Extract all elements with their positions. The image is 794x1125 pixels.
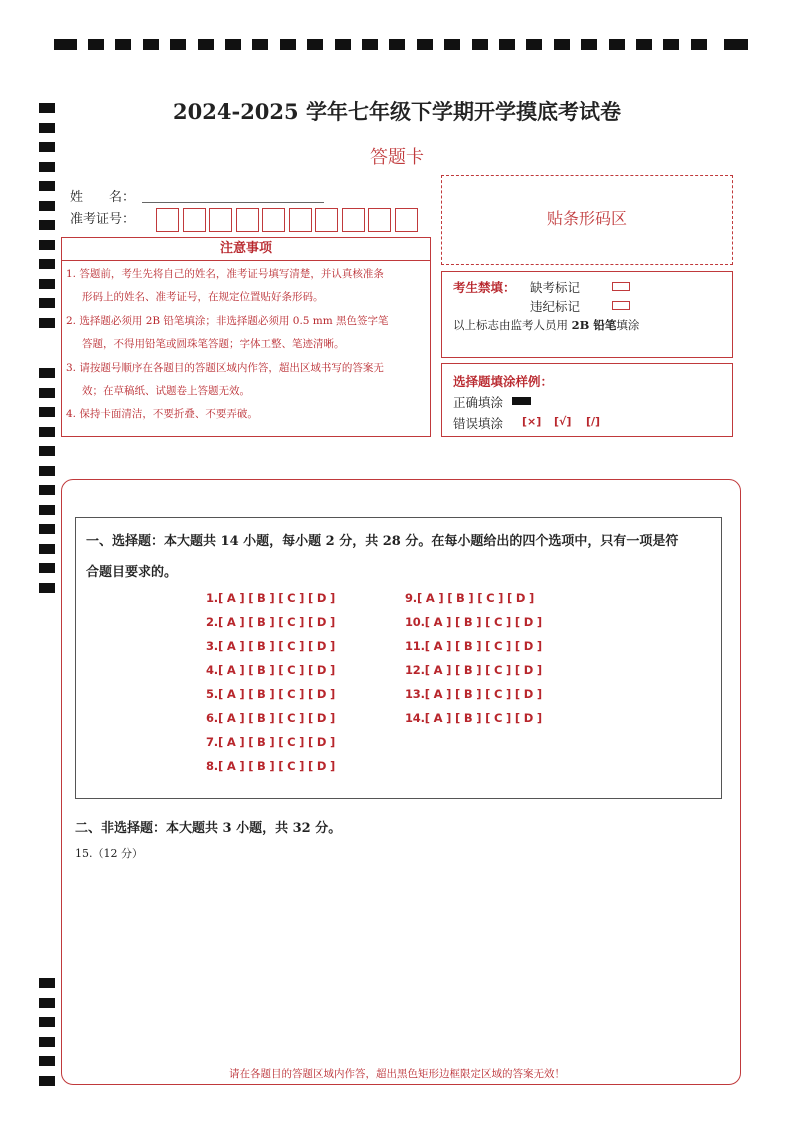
prohibited-note-bold: 2B 铅笔	[571, 318, 617, 332]
barcode-label: 贴条形码区	[546, 209, 627, 228]
timing-mark	[663, 39, 679, 50]
timing-mark	[499, 39, 515, 50]
timing-mark	[88, 39, 104, 50]
timing-mark	[39, 220, 55, 230]
section2-heading: 二、非选择题：本大题共 3 小题，共 32 分。	[75, 821, 342, 836]
question-14-choices[interactable]: 14.[ A ] [ B ] [ C ] [ D ]	[405, 711, 542, 725]
timing-mark	[444, 39, 460, 50]
question-8-choices[interactable]: 8.[ A ] [ B ] [ C ] [ D ]	[206, 759, 336, 773]
question-15-label: 15.（12 分）	[75, 847, 143, 860]
timing-mark	[39, 1037, 55, 1047]
timing-mark	[362, 39, 378, 50]
timing-mark	[198, 39, 214, 50]
section1-box	[75, 517, 722, 799]
correct-fill-sample	[512, 397, 531, 405]
timing-mark	[636, 39, 652, 50]
name-label: 姓 名：	[70, 190, 136, 205]
timing-mark	[39, 298, 55, 308]
exam-id-label: 准考证号：	[70, 212, 136, 227]
wrong-mark-1: [×]	[522, 415, 542, 428]
timing-mark	[39, 1056, 55, 1066]
fill-example-label: 选择题填涂样例：	[453, 374, 554, 389]
timing-mark	[39, 388, 55, 398]
wrong-mark-3: [/]	[586, 415, 601, 428]
question-2-choices[interactable]: 2.[ A ] [ B ] [ C ] [ D ]	[206, 615, 336, 629]
exam-id-digit-box[interactable]	[156, 208, 179, 232]
question-6-choices[interactable]: 6.[ A ] [ B ] [ C ] [ D ]	[206, 711, 336, 725]
notice-heading: 注意事项	[61, 237, 431, 261]
timing-mark	[39, 1017, 55, 1027]
timing-mark	[39, 505, 55, 515]
page-subtitle: 答题卡	[370, 147, 424, 168]
question-5-choices[interactable]: 5.[ A ] [ B ] [ C ] [ D ]	[206, 687, 336, 701]
exam-id-digit-box[interactable]	[183, 208, 206, 232]
absent-mark-box[interactable]	[612, 282, 630, 291]
question-15-answer-area[interactable]	[75, 862, 722, 1057]
absent-label: 缺考标记	[530, 280, 581, 295]
exam-id-digit-box[interactable]	[262, 208, 285, 232]
timing-mark	[143, 39, 159, 50]
violation-mark-box[interactable]	[612, 301, 630, 310]
timing-mark	[39, 466, 55, 476]
prohibited-note-prefix: 以上标志由监考人员用	[453, 318, 568, 332]
section1-instructions-line1: 一、选择题：本大题共 14 小题，每小题 2 分，共 28 分。在每小题给出的四个选项中，只有一项是符	[86, 534, 679, 549]
exam-id-digit-box[interactable]	[368, 208, 391, 232]
notice-item-3: 3. 请按题号顺序在各题目的答题区域内作答，超出区域书写的答案无	[66, 362, 384, 374]
timing-mark	[39, 485, 55, 495]
footer-warning: 请在各题目的答题区域内作答，超出黑色矩形边框限定区域的答案无效！	[229, 1068, 565, 1080]
question-9-choices[interactable]: 9.[ A ] [ B ] [ C ] [ D ]	[405, 591, 535, 605]
notice-item-2b: 答题，不得用铅笔或圆珠笔答题；字体工整、笔迹清晰。	[82, 338, 345, 350]
question-7-choices[interactable]: 7.[ A ] [ B ] [ C ] [ D ]	[206, 735, 336, 749]
timing-mark	[39, 279, 55, 289]
timing-mark	[170, 39, 186, 50]
timing-mark	[39, 524, 55, 534]
timing-mark	[581, 39, 597, 50]
timing-mark	[39, 259, 55, 269]
violation-label: 违纪标记	[530, 299, 581, 314]
timing-mark	[526, 39, 542, 50]
timing-mark	[39, 544, 55, 554]
timing-mark	[389, 39, 405, 50]
exam-id-digit-box[interactable]	[289, 208, 312, 232]
timing-mark	[472, 39, 488, 50]
timing-mark	[39, 998, 55, 1008]
prohibited-note	[453, 317, 639, 333]
timing-mark	[39, 978, 55, 988]
exam-id-digit-box[interactable]	[236, 208, 259, 232]
exam-id-digit-box[interactable]	[342, 208, 365, 232]
question-4-choices[interactable]: 4.[ A ] [ B ] [ C ] [ D ]	[206, 663, 336, 677]
timing-mark	[417, 39, 433, 50]
wrong-mark-2: [√]	[554, 415, 572, 428]
timing-mark	[39, 318, 55, 328]
exam-id-digit-box[interactable]	[209, 208, 232, 232]
timing-mark	[724, 39, 748, 50]
timing-mark	[39, 427, 55, 437]
exam-id-digit-box[interactable]	[395, 208, 418, 232]
timing-mark	[225, 39, 241, 50]
timing-mark	[54, 39, 77, 50]
page-title: 2024-2025 学年七年级下学期开学摸底考试卷	[173, 99, 621, 124]
question-12-choices[interactable]: 12.[ A ] [ B ] [ C ] [ D ]	[405, 663, 542, 677]
timing-mark	[39, 583, 55, 593]
timing-mark	[39, 446, 55, 456]
section1-instructions-line2: 合题目要求的。	[86, 565, 178, 580]
timing-mark	[39, 368, 55, 378]
notice-item-1: 1. 答题前，考生先将自己的姓名，准考证号填写清楚，并认真核准条	[66, 268, 384, 280]
prohibited-label: 考生禁填：	[453, 280, 516, 295]
question-3-choices[interactable]: 3.[ A ] [ B ] [ C ] [ D ]	[206, 639, 336, 653]
timing-mark	[115, 39, 131, 50]
question-13-choices[interactable]: 13.[ A ] [ B ] [ C ] [ D ]	[405, 687, 542, 701]
prohibited-box	[441, 271, 733, 358]
correct-fill-label: 正确填涂	[453, 395, 504, 410]
notice-item-3b: 效；在草稿纸、试题卷上答题无效。	[82, 385, 250, 397]
prohibited-note-suffix: 填涂	[616, 318, 640, 332]
timing-mark	[39, 201, 55, 211]
timing-mark	[554, 39, 570, 50]
question-11-choices[interactable]: 11.[ A ] [ B ] [ C ] [ D ]	[405, 639, 542, 653]
timing-mark	[307, 39, 323, 50]
question-1-choices[interactable]: 1.[ A ] [ B ] [ C ] [ D ]	[206, 591, 336, 605]
notice-item-1b: 形码上的姓名、准考证号，在规定位置贴好条形码。	[82, 291, 324, 303]
timing-mark	[39, 563, 55, 573]
name-field[interactable]	[142, 202, 324, 203]
barcode-area	[441, 175, 733, 265]
question-10-choices[interactable]: 10.[ A ] [ B ] [ C ] [ D ]	[405, 615, 542, 629]
fill-example-box	[441, 363, 733, 437]
timing-mark	[252, 39, 268, 50]
timing-mark	[39, 240, 55, 250]
notice-item-4: 4. 保持卡面清洁，不要折叠、不要弄破。	[66, 408, 258, 420]
notice-item-2: 2. 选择题必须用 2B 铅笔填涂；非选择题必须用 0.5 mm 黑色签字笔	[66, 315, 389, 327]
timing-mark	[39, 407, 55, 417]
timing-mark	[280, 39, 296, 50]
exam-id-digit-box[interactable]	[315, 208, 338, 232]
timing-mark	[691, 39, 707, 50]
timing-mark	[335, 39, 351, 50]
timing-mark	[39, 181, 55, 191]
wrong-fill-label: 错误填涂	[453, 416, 504, 431]
timing-mark	[609, 39, 625, 50]
